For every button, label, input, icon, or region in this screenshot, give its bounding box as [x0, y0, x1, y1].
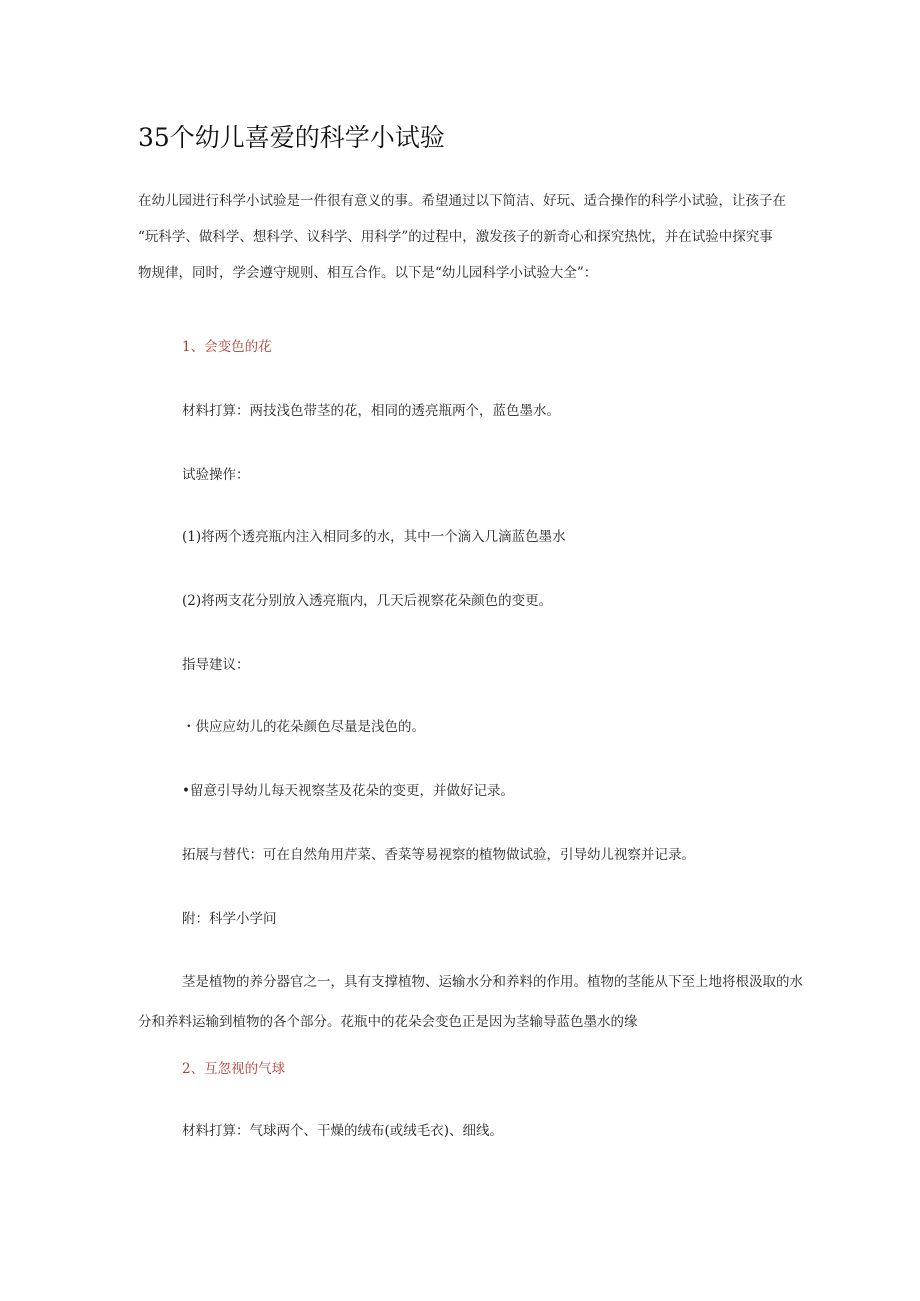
section-1-guide-2: •留意引导幼儿每天视察茎及花朵的变更，并做好记录。 — [182, 783, 514, 799]
document-title: 35个幼儿喜爱的科学小试验 — [138, 123, 445, 152]
knowledge-line: 分和养料运输到植物的各个部分。花瓶中的花朵会变色正是因为茎输导蓝色墨水的缘 — [138, 1014, 638, 1030]
section-1-step-1: (1)将两个透亮瓶内注入相同多的水，其中一个滴入几滴蓝色墨水 — [182, 529, 566, 545]
section-2-materials: 材料打算：气球两个、干燥的绒布(或绒毛衣)、细线。 — [182, 1123, 504, 1139]
section-1-appendix-label: 附：科学小学问 — [182, 911, 277, 927]
intro-line: “玩科学、做科学、想科学、议科学、用科学”的过程中，激发孩子的新奇心和探究热忱，并在试验中探究事 — [138, 229, 773, 245]
section-1-operation-label: 试验操作： — [182, 467, 250, 483]
section-1-heading: 1、会变色的花 — [182, 339, 272, 355]
intro-paragraph — [138, 183, 788, 291]
section-1-guide-label: 指导建议： — [182, 657, 250, 673]
section-1-materials: 材料打算：两技浅色带茎的花，相同的透亮瓶两个，蓝色墨水。 — [182, 403, 560, 419]
section-1-step-2: (2)将两支花分别放入透亮瓶内，几天后视察花朵颜色的变更。 — [182, 593, 553, 609]
section-1-extension: 拓展与替代：可在自然角用芹菜、香菜等易视察的植物做试验，引导幼儿视察并记录。 — [182, 847, 695, 863]
section-1-guide-1: ・供应应幼儿的花朵颜色尽量是浅色的。 — [182, 719, 425, 735]
section-2-heading: 2、互忽视的气球 — [182, 1061, 286, 1077]
section-1-knowledge — [138, 962, 803, 1042]
intro-line: 物规律，同时，学会遵守规则、相互合作。以下是“幼儿园科学小试验大全”： — [138, 265, 598, 281]
intro-line: 在幼儿园进行科学小试验是一件很有意义的事。希望通过以下简洁、好玩、适合操作的科学小试验，让孩子在 — [138, 193, 786, 209]
knowledge-line: 茎是植物的养分器官之一，具有支撑植物、运输水分和养料的作用。植物的茎能从下至上地将根汲取的水 — [182, 974, 803, 990]
